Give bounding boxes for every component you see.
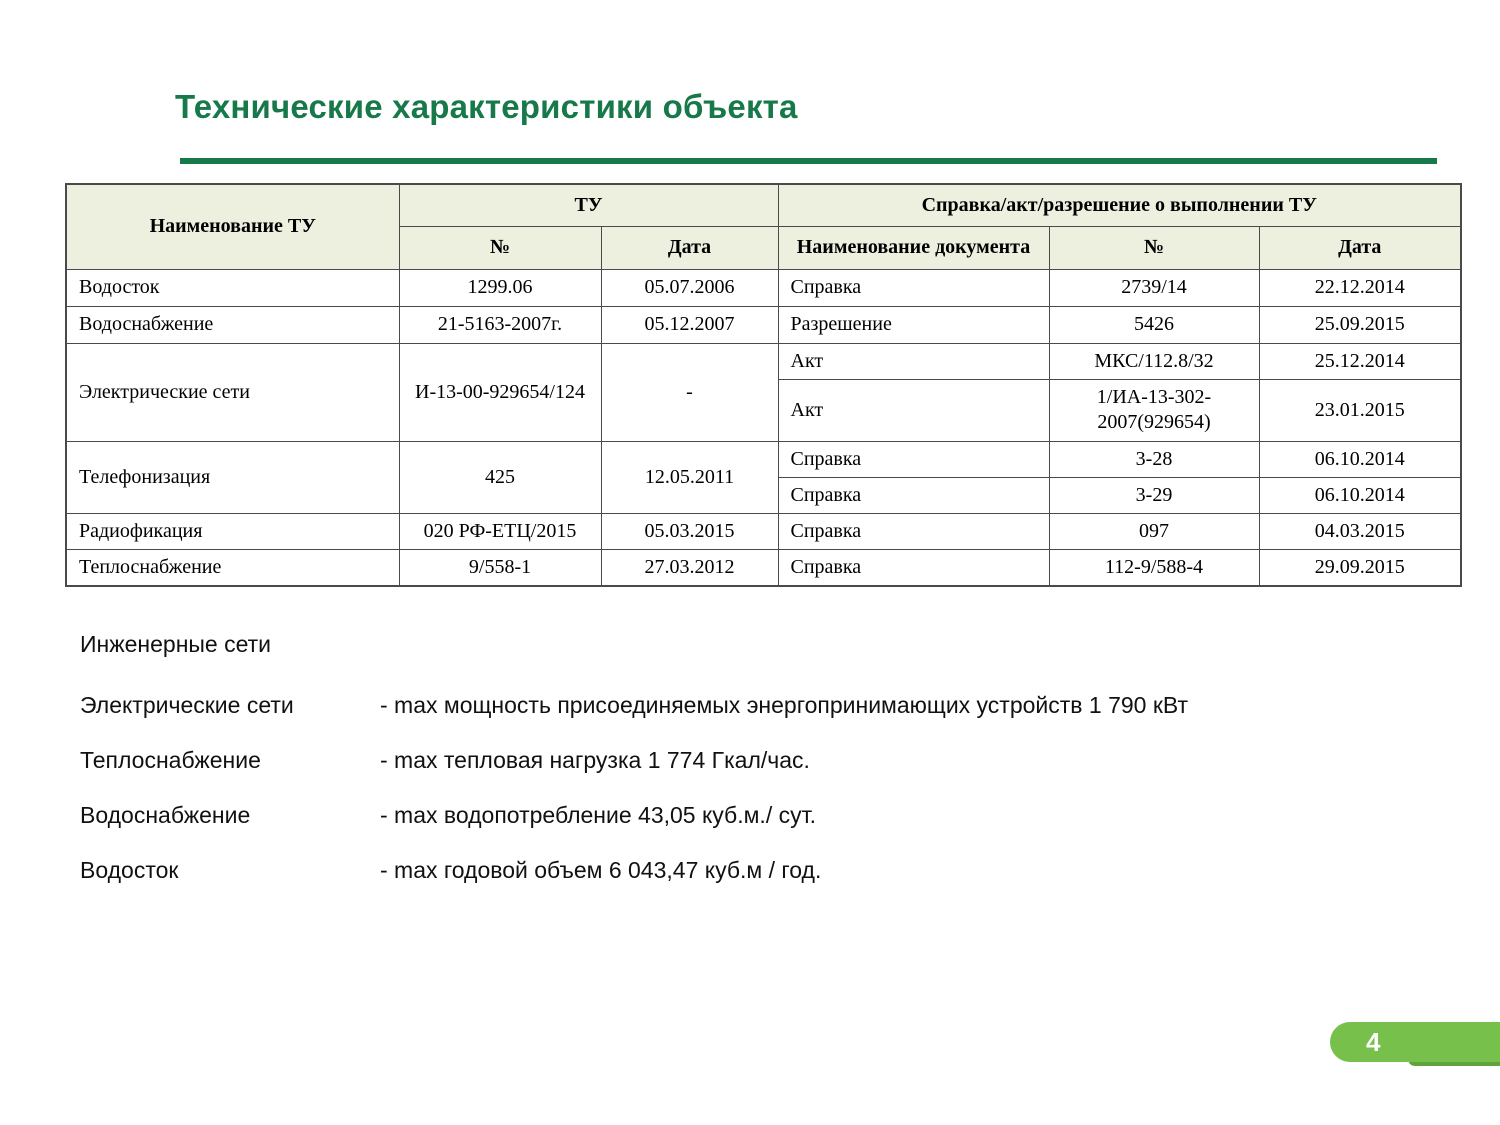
cell-doc-date: 29.09.2015 [1259, 549, 1461, 586]
cell-doc-num: 3-29 [1049, 477, 1259, 513]
cell-tu-num: 9/558-1 [399, 549, 601, 586]
cell-doc-date: 25.12.2014 [1259, 343, 1461, 379]
cell-tu-date: 27.03.2012 [601, 549, 778, 586]
cell-tu-name: Электрические сети [66, 343, 399, 441]
col-header-doc-date: Дата [1259, 226, 1461, 269]
cell-tu-date: 12.05.2011 [601, 441, 778, 513]
note-label: Водоснабжение [80, 802, 251, 828]
cell-doc-date: 22.12.2014 [1259, 269, 1461, 306]
table-row [66, 343, 1461, 379]
cell-tu-num: 020 РФ-ЕТЦ/2015 [399, 513, 601, 549]
col-header-doc-name: Наименование документа [778, 226, 1049, 269]
cell-tu-date: 05.03.2015 [601, 513, 778, 549]
col-header-name-tu: Наименование ТУ [66, 184, 399, 269]
cell-doc-num: 3-28 [1049, 441, 1259, 477]
cell-doc-num: 1/ИА-13-302-2007(929654) [1049, 379, 1259, 441]
cell-tu-num: 1299.06 [399, 269, 601, 306]
cell-doc-num: 2739/14 [1049, 269, 1259, 306]
cell-doc-name: Справка [778, 269, 1049, 306]
cell-tu-num: И-13-00-929654/124 [399, 343, 601, 441]
cell-doc-name: Справка [778, 441, 1049, 477]
note-text: - max тепловая нагрузка 1 774 Гкал/час. [380, 747, 810, 773]
cell-tu-num: 21-5163-2007г. [399, 306, 601, 343]
table-row [66, 269, 1461, 306]
table-row [66, 549, 1461, 586]
cell-doc-name: Справка [778, 477, 1049, 513]
cell-tu-date: - [601, 343, 778, 441]
cell-tu-date: 05.07.2006 [601, 269, 778, 306]
cell-doc-date: 23.01.2015 [1259, 379, 1461, 441]
table-row [66, 441, 1461, 477]
cell-doc-date: 06.10.2014 [1259, 441, 1461, 477]
cell-doc-date: 25.09.2015 [1259, 306, 1461, 343]
list-item [80, 691, 1440, 719]
engineering-networks-section [80, 631, 1440, 911]
title-underline [180, 158, 1437, 164]
note-label: Электрические сети [80, 692, 294, 718]
cell-tu-name: Теплоснабжение [66, 549, 399, 586]
note-label: Теплоснабжение [80, 747, 261, 773]
cell-doc-num: 5426 [1049, 306, 1259, 343]
page-title: Технические характеристики объекта [175, 88, 798, 125]
cell-tu-num: 425 [399, 441, 601, 513]
cell-doc-date: 04.03.2015 [1259, 513, 1461, 549]
col-header-doc-num: № [1049, 226, 1259, 269]
cell-doc-name: Акт [778, 343, 1049, 379]
list-item [80, 746, 1440, 774]
cell-tu-name: Телефонизация [66, 441, 399, 513]
page-number: 4 [1366, 1026, 1381, 1057]
cell-tu-name: Водосток [66, 269, 399, 306]
page-number-badge [1330, 1022, 1500, 1062]
cell-doc-date: 06.10.2014 [1259, 477, 1461, 513]
cell-doc-name: Акт [778, 379, 1049, 441]
list-item [80, 856, 1440, 884]
note-text: - max годовой объем 6 043,47 куб.м / год. [380, 857, 822, 883]
note-text: - max мощность присоединяемых энергопринимающих устройств 1 790 кВт [380, 692, 1189, 718]
table-row [66, 306, 1461, 343]
cell-doc-name: Справка [778, 549, 1049, 586]
cell-doc-num: МКС/112.8/32 [1049, 343, 1259, 379]
note-label: Водосток [80, 857, 179, 883]
col-header-tu-date: Дата [601, 226, 778, 269]
cell-doc-name: Разрешение [778, 306, 1049, 343]
cell-tu-name: Водоснабжение [66, 306, 399, 343]
notes-heading: Инженерные сети [80, 631, 272, 657]
cell-doc-num: 112-9/588-4 [1049, 549, 1259, 586]
col-header-tu-num: № [399, 226, 601, 269]
cell-doc-num: 097 [1049, 513, 1259, 549]
note-text: - max водопотребление 43,05 куб.м./ сут. [380, 802, 816, 828]
list-item [80, 801, 1440, 829]
cell-tu-date: 05.12.2007 [601, 306, 778, 343]
col-group-doc: Справка/акт/разрешение о выполнении ТУ [778, 184, 1461, 226]
cell-doc-name: Справка [778, 513, 1049, 549]
col-group-tu: ТУ [399, 184, 778, 226]
table-row [66, 513, 1461, 549]
cell-tu-name: Радиофикация [66, 513, 399, 549]
technical-conditions-table [65, 183, 1462, 587]
